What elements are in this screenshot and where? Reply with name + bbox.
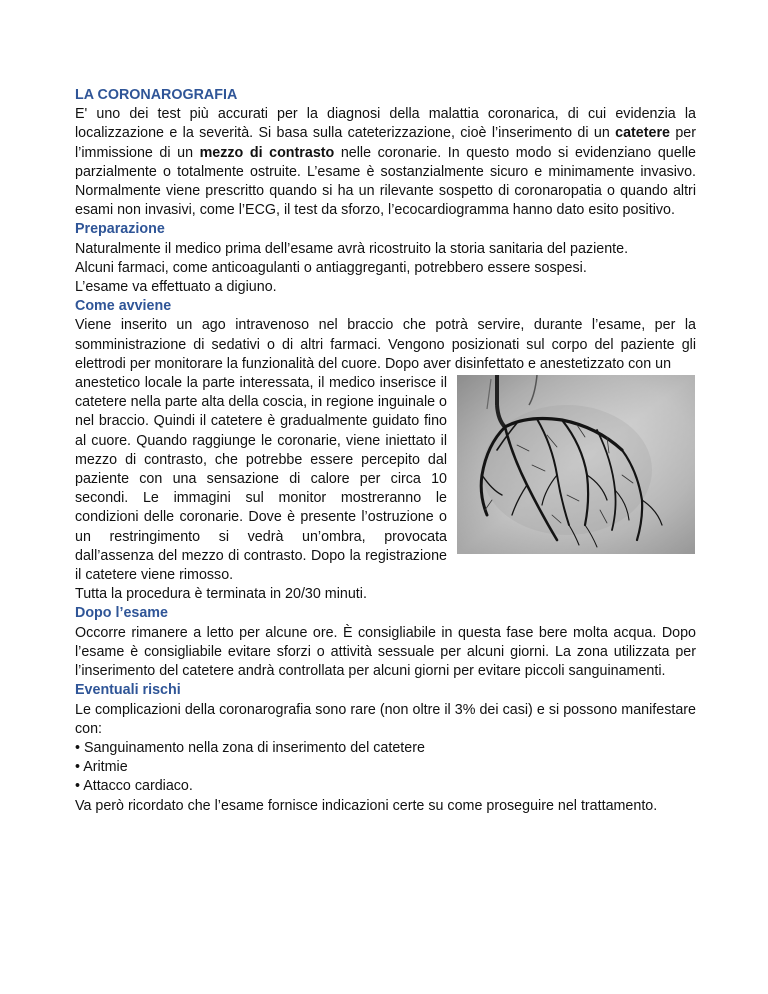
rischi-bullet-aritmie: • Aritmie (75, 759, 128, 776)
heading-dopo-esame: Dopo l’esame (75, 605, 168, 622)
come-avviene-paragraph-wrap: anestetico locale la parte interessata, il medico inserisce il catetere nella parte alta della coscia, in regione inguinale o nel braccio. Quindi il catetere è gradualmente guidato fino al cuore. Quando raggiunge le coronarie, viene iniettato il mezzo di contrasto, che potrebbe essere percepito dal paziente con una sensazione di calore per circa 10 secondi. Le immagini sul monitor mostreranno le condizioni delle coronarie. Dove è presente l’ostruzione o un restringimento si vedrà un’ombra, provocata dall’assenza del mezzo di contrasto. Dopo la registrazione il catetere viene rimosso. (75, 375, 447, 584)
rischi-closing-paragraph: Va però ricordato che l’esame fornisce indicazioni certe su come proseguire nel trattamento. (75, 797, 658, 814)
intro-text-2: per l’immissione di un (75, 125, 696, 161)
intro-text-3: nelle coronarie. In questo modo si evidenziano quelle parzialmente o totalmente ostruite. L’esame è sostanzialmente sicuro e minimamente invasivo. Normalmente viene prescritto quando si ha un rilevante sospetto di coronaropatia o quando altri esami non invasivi, come l’ECG, il test da sforzo, l’ecocardiogramma hanno dato esito positivo. (75, 144, 696, 219)
intro-paragraph (75, 105, 696, 220)
document-title: LA CORONAROGRAFIA (75, 87, 238, 103)
rischi-bullet-attacco-cardiaco: • Attacco cardiaco. (75, 778, 193, 795)
heading-preparazione: Preparazione (75, 221, 165, 238)
heading-eventuali-rischi: Eventuali rischi (75, 682, 181, 699)
rischi-bullet-sanguinamento: • Sanguinamento nella zona di inserimento del catetere (75, 739, 425, 756)
come-avviene-paragraph-last: Tutta la procedura è terminata in 20/30 minuti. (75, 586, 367, 603)
intro-bold-catetere: catetere (615, 125, 670, 142)
preparazione-line-2: Alcuni farmaci, come anticoagulanti o antiaggreganti, potrebbero essere sospesi. (75, 259, 587, 276)
rischi-paragraph: Le complicazioni della coronarografia sono rare (non oltre il 3% dei casi) e si possono manifestare con: (75, 701, 696, 737)
document-page (75, 86, 696, 816)
preparazione-line-1: Naturalmente il medico prima dell’esame avrà ricostruito la storia sanitaria del paziente. (75, 240, 629, 257)
preparazione-line-3: L’esame va effettuato a digiuno. (75, 279, 277, 296)
intro-bold-mezzo-di-contrasto: mezzo di contrasto (199, 144, 335, 161)
dopo-esame-paragraph: Occorre rimanere a letto per alcune ore. È consigliabile in questa fase bere molta acqua. Dopo l’esame è consigliabile evitare sforzi o attività sessuale per alcuni giorni. La zona utilizzata per l’inserimento del catetere andrà controllata per alcuni giorni per evitare piccoli sanguinamenti. (75, 624, 696, 680)
intro-text-1: E' uno dei test più accurati per la diagnosi della malattia coronarica, di cui evidenzia la localizzazione e la severità. Si basa sulla cateterizzazione, cioè l’inserimento di un (75, 106, 696, 142)
come-avviene-paragraph-top: Viene inserito un ago intravenoso nel braccio che potrà servire, durante l’esame, per la somministrazione di sedativi o di altri farmaci. Vengono posizionati sul corpo del paziente gli elettrodi per monitorare la funzionalità del cuore. Dopo aver disinfettato e anestetizzato con un (75, 317, 696, 372)
angiography-image (457, 375, 695, 554)
heading-come-avviene: Come avviene (75, 298, 172, 315)
